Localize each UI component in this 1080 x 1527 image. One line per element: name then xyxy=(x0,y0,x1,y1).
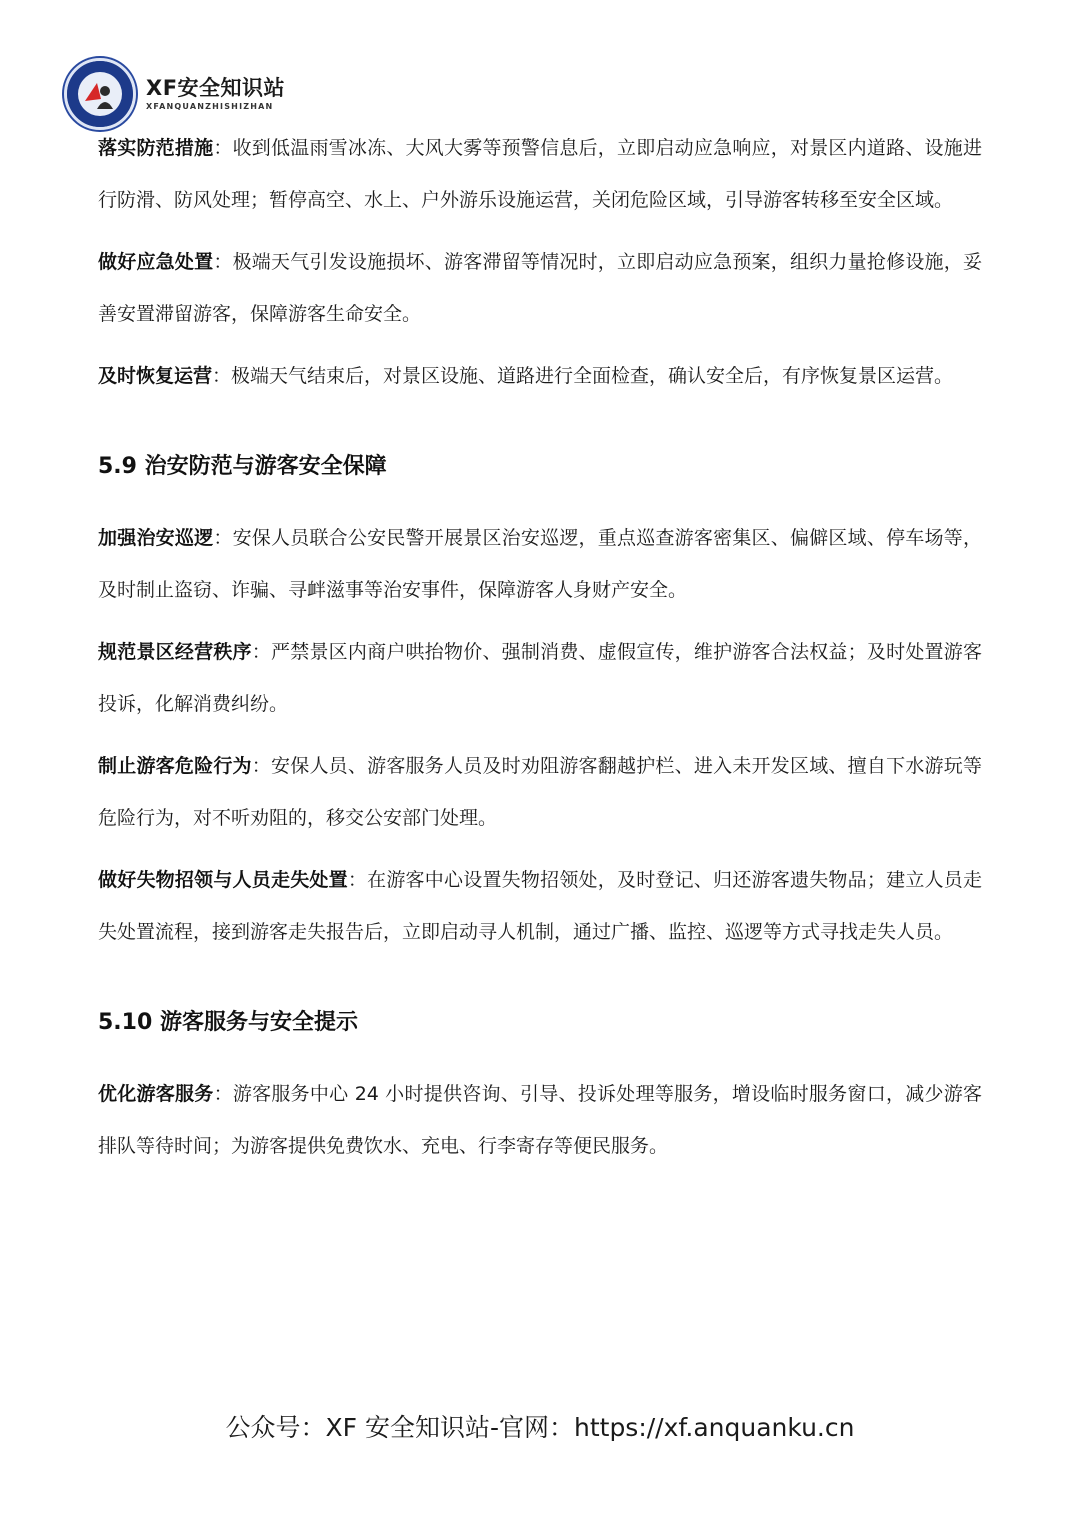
paragraph-text: ：收到低温雨雪冰冻、大风大雾等预警信息后，立即启动应急响应，对景区内道路、设施进行防滑、防风处理；暂停高空、水上、户外游乐设施运营，关闭危险区域，引导游客转移至安全区域。 xyxy=(98,137,982,211)
brand-subtitle: XFANQUANZHISHIZHAN xyxy=(146,101,274,111)
brand-logo xyxy=(64,58,285,130)
paragraph xyxy=(98,236,982,340)
paragraph-text: ：游客服务中心 24 小时提供咨询、引导、投诉处理等服务，增设临时服务窗口，减少游客排队等待时间；为游客提供免费饮水、充电、行李寄存等便民服务。 xyxy=(98,1083,982,1157)
paragraph-term: 加强治安巡逻 xyxy=(98,527,214,549)
paragraph-text: ：安保人员联合公安民警开展景区治安巡逻，重点巡查游客密集区、偏僻区域、停车场等，及时制止盗窃、诈骗、寻衅滋事等治安事件，保障游客人身财产安全。 xyxy=(98,527,982,601)
paragraph-text: ：极端天气结束后，对景区设施、道路进行全面检查，确认安全后，有序恢复景区运营。 xyxy=(212,365,954,387)
paragraph xyxy=(98,122,982,226)
logo-badge-icon xyxy=(64,58,136,130)
paragraph-term: 落实防范措施 xyxy=(98,137,214,159)
paragraph xyxy=(98,740,982,844)
paragraph xyxy=(98,512,982,616)
paragraph xyxy=(98,350,982,402)
paragraph xyxy=(98,854,982,958)
paragraph-term: 及时恢复运营 xyxy=(98,365,213,387)
paragraph xyxy=(98,626,982,730)
footer-text: 公众号：XF 安全知识站-官网：https://xf.anquanku.cn xyxy=(225,1413,855,1442)
document-body xyxy=(98,122,982,1182)
paragraph-text: ：极端天气引发设施损坏、游客滞留等情况时，立即启动应急预案，组织力量抢修设施，妥善安置滞留游客，保障游客生命安全。 xyxy=(98,251,982,325)
paragraph xyxy=(98,1068,982,1172)
section-heading: 5.10 游客服务与安全提示 xyxy=(98,1010,358,1035)
paragraph-term: 制止游客危险行为 xyxy=(98,755,252,777)
section-heading: 5.9 治安防范与游客安全保障 xyxy=(98,454,387,479)
paragraph-term: 规范景区经营秩序 xyxy=(98,641,252,663)
paragraph-term: 做好失物招领与人员走失处置 xyxy=(98,869,348,891)
paragraph-term: 做好应急处置 xyxy=(98,251,214,273)
paragraph-term: 优化游客服务 xyxy=(98,1083,214,1105)
paragraph-text: ：安保人员、游客服务人员及时劝阻游客翻越护栏、进入未开发区域、擅自下水游玩等危险行为，对不听劝阻的，移交公安部门处理。 xyxy=(98,755,982,829)
paragraph-text: ：在游客中心设置失物招领处，及时登记、归还游客遗失物品；建立人员走失处置流程，接到游客走失报告后，立即启动寻人机制，通过广播、监控、巡逻等方式寻找走失人员。 xyxy=(98,869,982,943)
brand-title: XF安全知识站 xyxy=(146,75,286,100)
paragraph-text: ：严禁景区内商户哄抬物价、强制消费、虚假宣传，维护游客合法权益；及时处置游客投诉，化解消费纠纷。 xyxy=(98,641,982,715)
